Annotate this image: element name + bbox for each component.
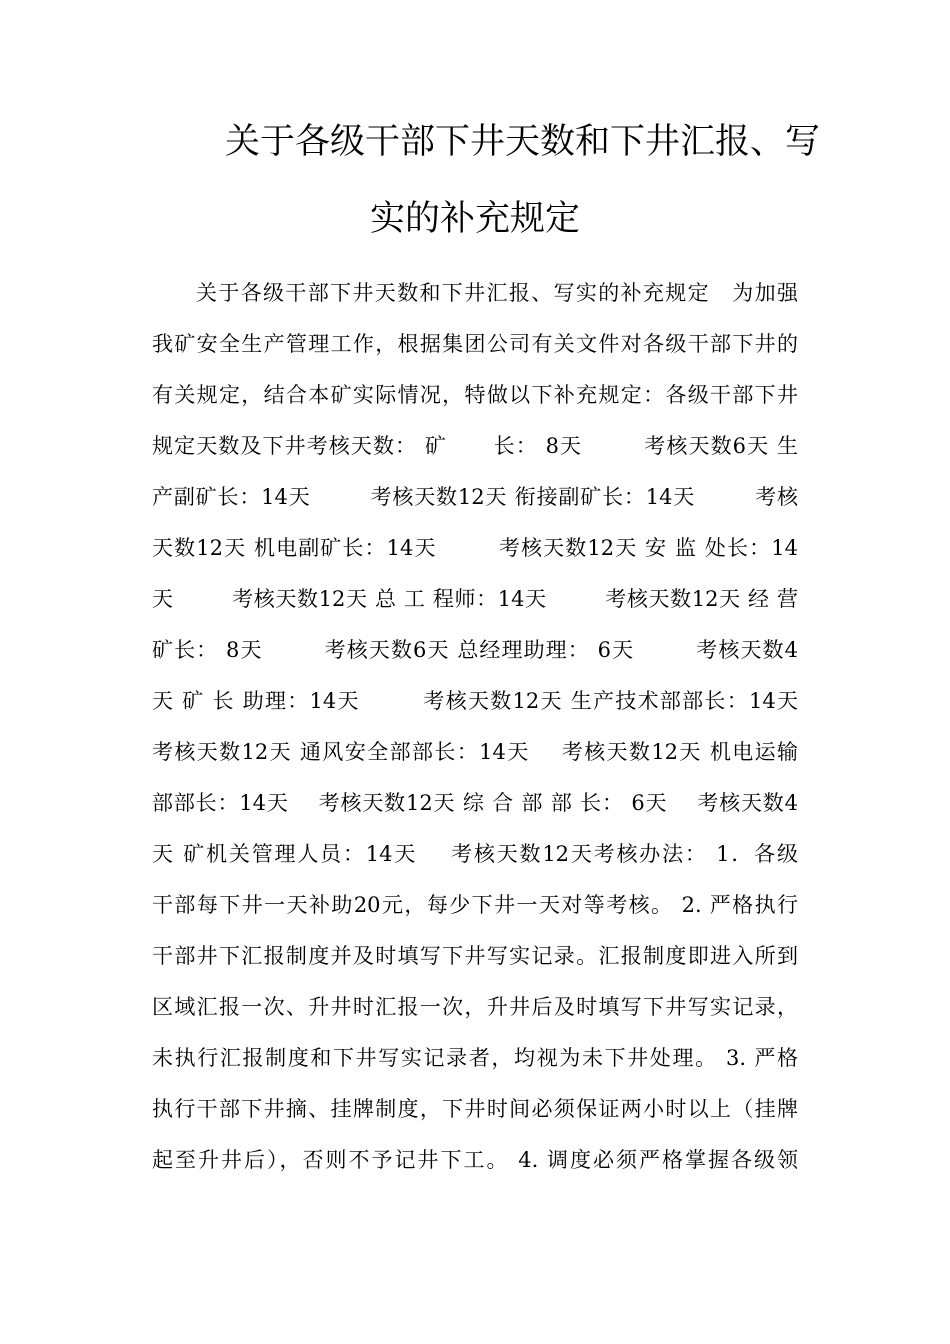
body-line: 干部井下汇报制度并及时填写下井写实记录。汇报制度即进入所到 bbox=[152, 944, 798, 968]
document-title-line-1: 关于各级干部下井天数和下井汇报、写 bbox=[225, 122, 821, 162]
body-line: 执行干部下井摘、挂牌制度，下井时间必须保证两小时以上（挂牌 bbox=[152, 1097, 798, 1121]
body-line: 有关规定，结合本矿实际情况，特做以下补充规定：各级干部下井 bbox=[152, 383, 798, 407]
body-line: 天 考核天数12天 总 工 程师：14天 考核天数12天 经 营 bbox=[152, 587, 798, 611]
body-line: 天 矿机关管理人员：14天 考核天数12天考核办法： 1．各级 bbox=[152, 842, 798, 866]
body-line: 起至升井后），否则不予记井下工。 4. 调度必须严格掌握各级领 bbox=[152, 1148, 798, 1172]
document-title-line-2: 实的补充规定 bbox=[369, 199, 580, 239]
body-line: 未执行汇报制度和下井写实记录者，均视为未下井处理。 3. 严格 bbox=[152, 1046, 798, 1070]
body-line: 我矿安全生产管理工作，根据集团公司有关文件对各级干部下井的 bbox=[152, 332, 798, 356]
body-line: 天 矿 长 助理：14天 考核天数12天 生产技术部部长：14天 bbox=[152, 689, 798, 713]
body-line: 干部每下井一天补助20元，每少下井一天对等考核。 2. 严格执行 bbox=[152, 893, 798, 917]
body-line: 天数12天 机电副矿长：14天 考核天数12天 安 监 处长：14 bbox=[152, 536, 798, 560]
body-line: 关于各级干部下井天数和下井汇报、写实的补充规定 为加强 bbox=[196, 281, 798, 305]
body-line: 规定天数及下井考核天数： 矿 长： 8天 考核天数6天 生 bbox=[152, 434, 798, 458]
body-line: 部部长：14天 考核天数12天 综 合 部 部 长： 6天 考核天数4 bbox=[152, 791, 798, 815]
body-line: 矿长： 8天 考核天数6天 总经理助理： 6天 考核天数4 bbox=[152, 638, 798, 662]
body-line: 考核天数12天 通风安全部部长：14天 考核天数12天 机电运输 bbox=[152, 740, 798, 764]
body-line: 区域汇报一次、升井时汇报一次，升井后及时填写下井写实记录， bbox=[152, 995, 798, 1019]
body-line: 产副矿长：14天 考核天数12天 衔接副矿长：14天 考核 bbox=[152, 485, 798, 509]
